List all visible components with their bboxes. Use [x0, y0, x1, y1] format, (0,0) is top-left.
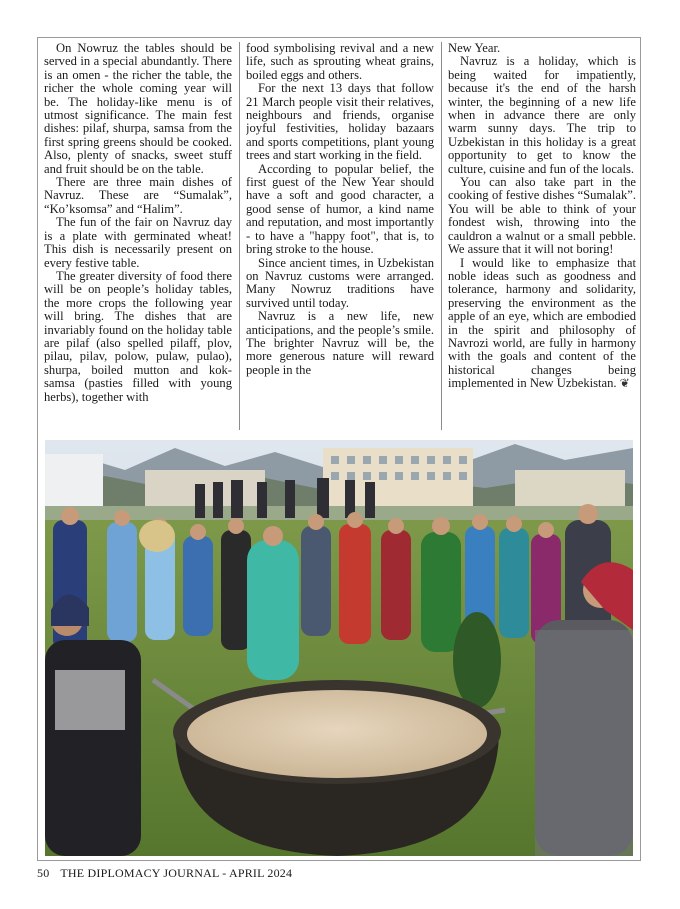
column-divider [239, 42, 240, 430]
paragraph-text: I would like to emphasize that noble ideas such as goodness and tolerance, harmony and solidarity, preserving the environment as the apple of an eye, which are embodied in the spirit and philosophy of Navrozi world, are fully in harmony with the goals and content of the historical changes being implemented in New Uzbekistan. [448, 255, 636, 391]
paragraph: food symbolising revival and a new life, such as sprouting wheat grains, boiled eggs and others. [246, 42, 434, 82]
paragraph: The fun of the fair on Navruz day is a plate with germinated wheat! This dish is necessarily present on every festive table. [44, 215, 232, 270]
article-column-2 [246, 42, 434, 432]
paragraph: On Nowruz the tables should be served in a special abundantly. There is an omen - the richer the table, the richer the whole coming year will be. The holiday-like menu is of utmost significance. The main fest dishes: pilaf, shurpa, samsa from the first spring greens should be cooked. Also, plenty of snacks, sweet stuff and fruit should be on the table. [44, 42, 232, 176]
paragraph: Navruz is a holiday, which is being waited for impatiently, because it's the end of the harsh winter, the beginning of a new life when in advance there are only warm sunny days. The trip to Uzbekistan in this holiday is a great opportunity to get to know the culture, cuisine and fun of the locals. [448, 54, 636, 176]
page-footer [37, 866, 300, 881]
festival-photo-illustration [45, 440, 633, 856]
end-of-article-icon: ❦ [619, 376, 630, 391]
festival-photo [45, 440, 633, 856]
paragraph: You can also take part in the cooking of festive dishes “Sumalak”. You will be able to think of your fondest wish, throwing into the cauldron a walnut or a small pebble. We assure that it will not boring! [448, 175, 636, 257]
paragraph: There are three main dishes of Navruz. These are “Sumalak”, “Ko’ksomsa” and “Halim”. [44, 175, 232, 216]
column-divider [441, 42, 442, 430]
paragraph: New Year. [448, 42, 501, 55]
paragraph: For the next 13 days that follow 21 March people visit their relatives, neighbours and friends, organise joyful festivities, holiday bazaars and sports competitions, plant young trees and start working in the field. [246, 81, 434, 163]
article-column-3 [448, 42, 636, 432]
page-number: 50 [37, 866, 50, 880]
article-column-1 [44, 42, 232, 432]
paragraph: Since ancient times, in Uzbekistan on Navruz customs were arranged. Many Nowruz traditions have survived until today. [246, 255, 434, 310]
journal-issue: THE DIPLOMACY JOURNAL - APRIL 2024 [60, 866, 293, 880]
paragraph [448, 257, 636, 391]
article-body [44, 42, 636, 432]
paragraph: Navruz is a new life, new anticipations, and the people’s smile. The brighter Navruz will be, the more generous nature will reward people in the [246, 309, 434, 377]
paragraph: The greater diversity of food there will be on people’s holiday tables, the more crops the following year will bring. The dishes that are invariably found on the holiday table are pilaf (also spelled pilaff, plov, pilau, pilav, polow, pulaw, pulao), shurpa, boiled mutton and kok-samsa (pasties filled with young herbs), together with [44, 268, 232, 404]
paragraph: According to popular belief, the first guest of the New Year should have a soft and good character, a good sense of humor, a kind name and reputation, and most importantly - to have a "happy foot", that is, to bring stroke to the house. [246, 161, 434, 257]
